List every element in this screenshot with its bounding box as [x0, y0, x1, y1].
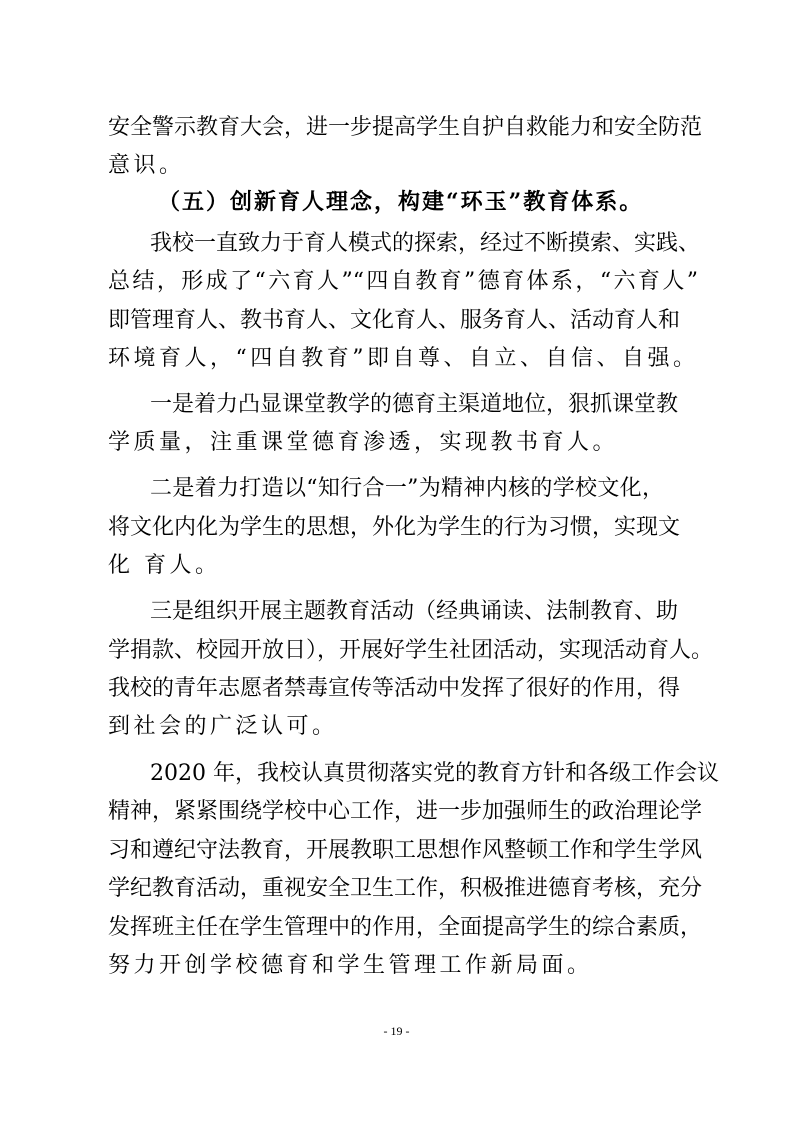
text-line: 学纪教育活动，重视安全卫生工作，积极推进德育考核，充分: [108, 876, 703, 901]
text-line: 努力开创学校德育和学生管理工作新局面。: [108, 953, 593, 978]
text-line: 到社会的广泛认可。: [108, 714, 338, 739]
text-line: 二是着力打造以“知行合一”为精神内核的学校文化，: [150, 476, 664, 501]
text-line: 我校的青年志愿者禁毒宣传等活动中发挥了很好的作用，得: [108, 676, 681, 701]
text-line: 学质量，注重课堂德育渗透，实现教书育人。: [108, 430, 619, 455]
text-line: 环境育人，“四自教育”即自尊、自立、自信、自强。: [108, 346, 699, 371]
text-line: 习和遵纪守法教育，开展教职工思想作风整顿工作和学生学风: [108, 838, 703, 863]
text-line: 精神，紧紧围绕学校中心工作，进一步加强师生的政治理论学: [108, 799, 703, 824]
text-line: 意识。: [108, 153, 185, 178]
text-line: 化 育人。: [108, 553, 221, 578]
text-line: 发挥班主任在学生管理中的作用，全面提高学生的综合素质，: [108, 915, 703, 940]
section-heading: （五）创新育人理念，构建“环玉”教育体系。: [158, 189, 644, 215]
text-line: 即管理育人、教书育人、文化育人、服务育人、活动育人和: [108, 308, 681, 333]
text-line: 一是着力凸显课堂教学的德育主渠道地位，狠抓课堂教: [150, 392, 679, 417]
page-number: - 19 -: [383, 1024, 410, 1038]
text-line: 学捐款、校园开放日），开展好学生社团活动，实现活动育人。: [108, 638, 714, 663]
text-line: 安全警示教育大会，进一步提高学生自护自救能力和安全防范: [108, 115, 703, 140]
text-line: 我校一直致力于育人模式的探索，经过不断摸索、实践、: [150, 231, 701, 256]
text-line: 将文化内化为学生的思想，外化为学生的行为习惯，实现文: [108, 515, 681, 540]
text-line: 2020 年，我校认真贯彻落实党的教育方针和各级工作会议: [150, 761, 719, 786]
text-line: 三是组织开展主题教育活动（经典诵读、法制教育、助: [150, 599, 679, 624]
text-line: 总结，形成了“六育人”“四自教育”德育体系，“六育人”: [108, 269, 698, 294]
